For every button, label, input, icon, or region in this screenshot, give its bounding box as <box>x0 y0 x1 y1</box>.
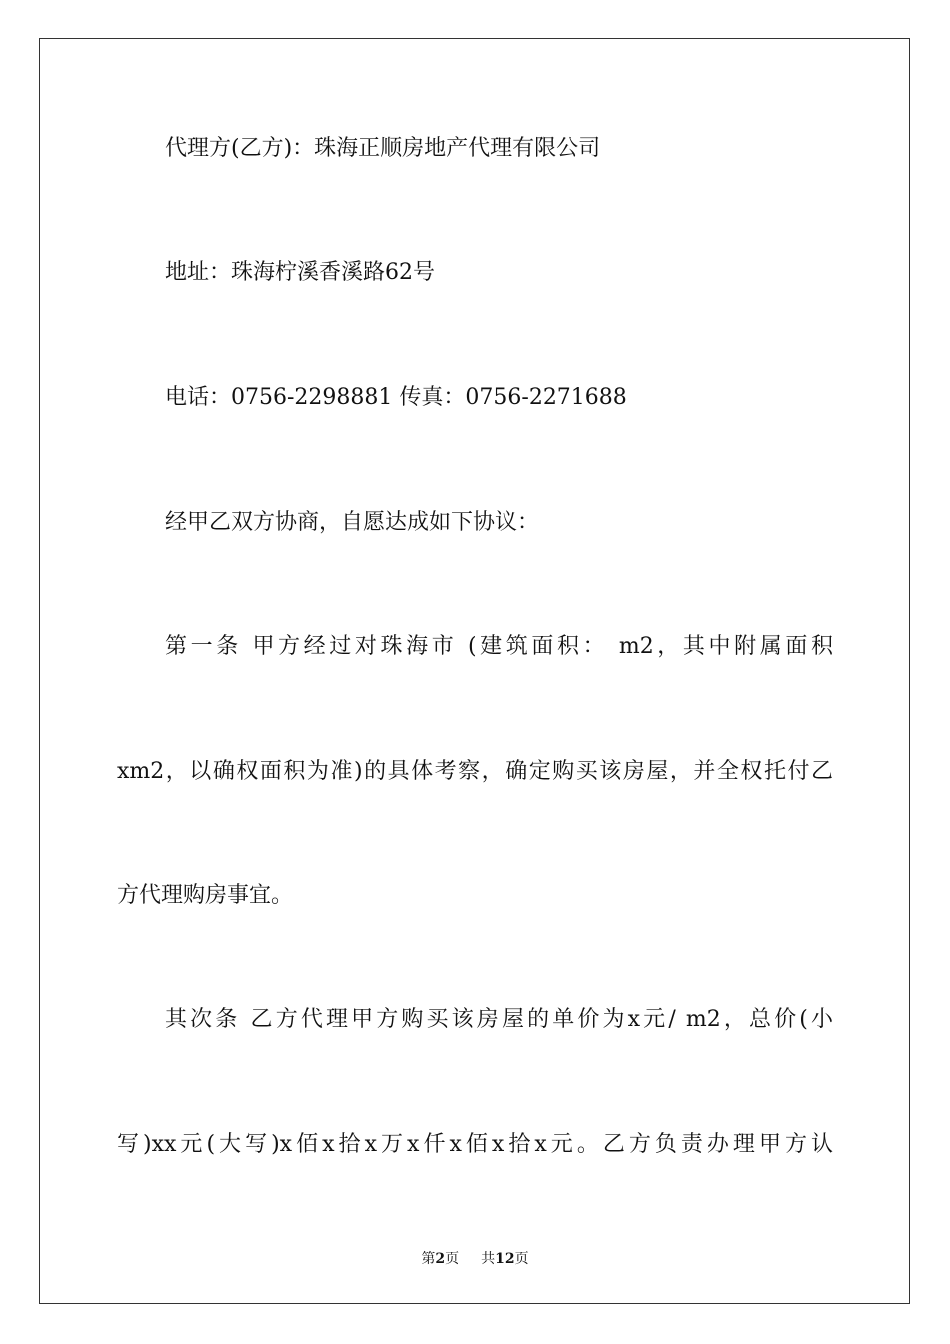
article-1-line-2: xm2，以确权面积为准)的具体考察，确定购买该房屋，并全权托付乙 <box>117 759 833 784</box>
footer-page-mid: 页 <box>445 1251 460 1267</box>
page-footer <box>0 1248 950 1268</box>
page-border <box>39 38 910 1304</box>
footer-page-total: 12 <box>495 1251 515 1267</box>
article-1-line-1: 第一条 甲方经过对珠海市 (建筑面积： m2，其中附属面积 <box>165 634 833 659</box>
footer-page-current: 2 <box>435 1251 446 1267</box>
article-2-line-1: 其次条 乙方代理甲方购买该房屋的单价为x元/ m2，总价(小 <box>165 1007 833 1032</box>
paragraph-agreement-intro: 经甲乙双方协商，自愿达成如下协议： <box>165 510 540 535</box>
footer-total-suffix: 页 <box>514 1251 529 1267</box>
footer-total-prefix: 共 <box>481 1251 496 1267</box>
paragraph-address: 地址：珠海柠溪香溪路62号 <box>165 260 435 285</box>
paragraph-agent-party: 代理方(乙方)：珠海正顺房地产代理有限公司 <box>165 136 601 161</box>
article-1-line-3: 方代理购房事宜。 <box>117 883 294 908</box>
article-2-line-2: 写)xx元(大写)x佰x拾x万x仟x佰x拾x元。乙方负责办理甲方认 <box>117 1132 833 1157</box>
footer-page-prefix: 第 <box>421 1251 436 1267</box>
paragraph-phone-fax: 电话：0756-2298881 传真：0756-2271688 <box>165 385 627 410</box>
